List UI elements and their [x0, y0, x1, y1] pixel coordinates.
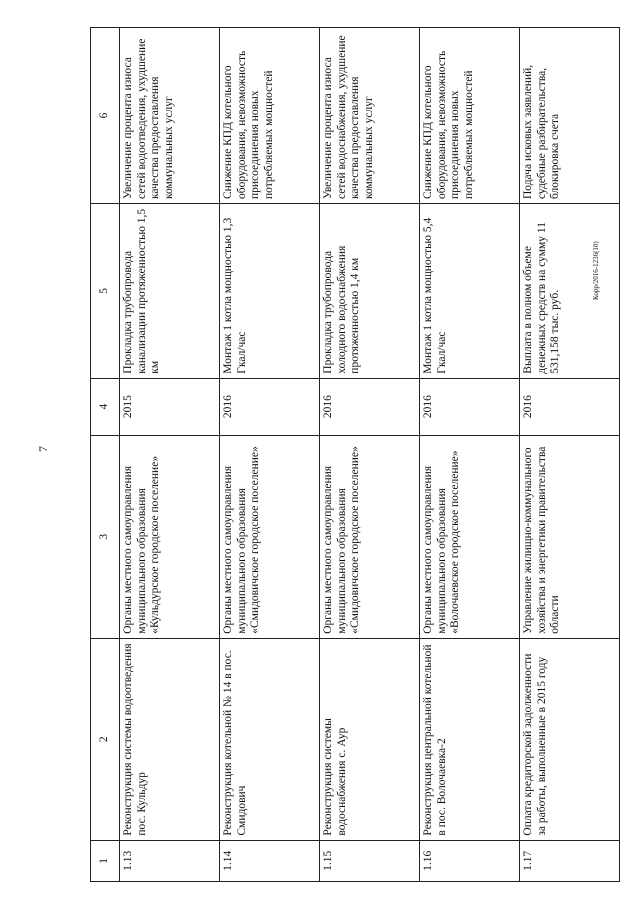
table-row [320, 28, 420, 882]
row-number: 1.17 [520, 840, 620, 881]
measure-name: Реконструкция центральной котельной в пос. Волочаевка-2 [420, 638, 520, 840]
rotated-table-frame [90, 27, 590, 882]
table-row [420, 28, 520, 882]
executor: Органы местного самоуправления муниципального образования «Волочаевское городское поселение» [420, 435, 520, 638]
consequence: Подача исковых заявлений, судебные разбирательства, блокировка счета [520, 28, 620, 204]
year: 2015 [120, 378, 220, 435]
consequence: Снижение КПД котельного оборудования, невозможность присоединения новых потребляемых мощностей [420, 28, 520, 204]
consequence: Увеличение процента износа сетей водоснабжения, ухудшение качества предоставления коммунальных услуг [320, 28, 420, 204]
page-number: 7 [36, 446, 50, 452]
table-row [220, 28, 320, 882]
executor: Органы местного самоуправления муниципального образования «Кульдурское городское поселение» [120, 435, 220, 638]
column-header: 3 [91, 435, 120, 638]
measure-name: Реконструкция системы водоснабжения с. Аур [320, 638, 420, 840]
measure-name: Реконструкция котельной № 14 в пос. Смидович [220, 638, 320, 840]
expected-result: Выплата в полном объеме денежных средств на сумму 11 531,158 тыс. руб. [520, 204, 620, 379]
expected-result: Прокладка трубопровода холодного водоснабжения протяженностью 1,4 км [320, 204, 420, 379]
program-measures-table [90, 27, 620, 882]
row-number: 1.16 [420, 840, 520, 881]
consequence: Увеличение процента износа сетей водоотведения, ухудшение качества предоставления коммунальных услуг [120, 28, 220, 204]
year: 2016 [320, 378, 420, 435]
consequence: Снижение КПД котельного оборудования, невозможность присоединения новых потребляемых мощностей [220, 28, 320, 204]
row-number: 1.13 [120, 840, 220, 881]
row-number: 1.14 [220, 840, 320, 881]
year: 2016 [520, 378, 620, 435]
table-row [120, 28, 220, 882]
expected-result: Монтаж 1 котла мощностью 5,4 Гкал/час [420, 204, 520, 379]
executor: Управление жилищно-коммунального хозяйства и энергетики правительства области [520, 435, 620, 638]
table-header-row [91, 28, 120, 882]
year: 2016 [420, 378, 520, 435]
column-header: 2 [91, 638, 120, 840]
column-header: 4 [91, 378, 120, 435]
column-header: 6 [91, 28, 120, 204]
measure-name: Реконструкция системы водоотведения пос. Кульдур [120, 638, 220, 840]
row-number: 1.15 [320, 840, 420, 881]
expected-result: Прокладка трубопровода канализации протяженностью 1,5 км [120, 204, 220, 379]
document-code: Корр/2016-1236(10) [592, 241, 600, 300]
table-row [520, 28, 620, 882]
executor: Органы местного самоуправления муниципального образования «Смидовичское городское поселение» [220, 435, 320, 638]
column-header: 5 [91, 204, 120, 379]
measure-name: Оплата кредиторской задолженности за работы, выполненные в 2015 году [520, 638, 620, 840]
column-header: 1 [91, 840, 120, 881]
executor: Органы местного самоуправления муниципального образования «Смидовичское городское поселение» [320, 435, 420, 638]
year: 2016 [220, 378, 320, 435]
expected-result: Монтаж 1 котла мощностью 1,3 Гкал/час [220, 204, 320, 379]
